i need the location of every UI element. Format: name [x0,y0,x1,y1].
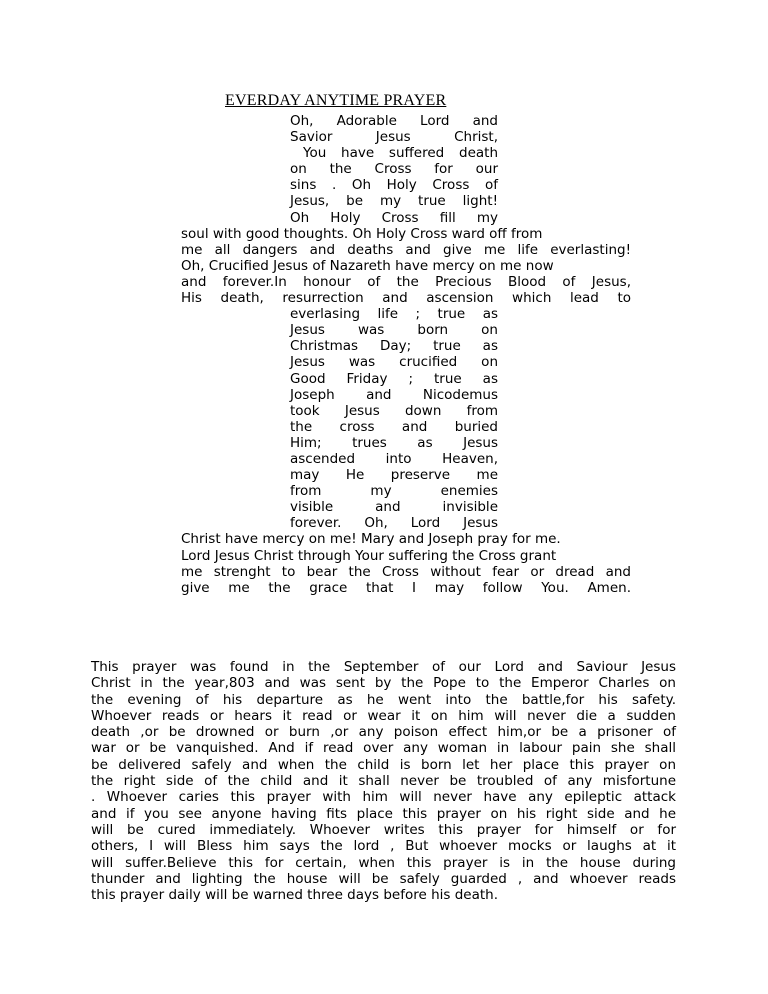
prayer-line-text: Him; trues as Jesus [290,434,498,451]
prayer-line [0,145,498,161]
prayer-line [0,403,498,419]
note-line [91,708,676,724]
prayer-line [0,451,498,467]
note-line-text: the right side of the child and it shall never be troubled of any misfortune [91,773,676,790]
prayer-line-text: forever. Oh, Lord Jesus [290,515,498,532]
note-line [91,675,676,691]
prayer-line-text: Joseph and Nicodemus [290,386,498,403]
prayer-line-text: Christ have mercy on me! Mary and Joseph pray for me. [181,531,561,548]
prayer-line-text: You have suffered death [303,145,498,162]
prayer-line-text: everlasing life ; true as [290,306,498,323]
prayer-line-text: may He preserve me [290,467,498,484]
prayer-line-text: me strenght to bear the Cross without fear or dread and [181,563,631,580]
prayer-line-text: Good Friday ; true as [290,370,498,387]
prayer-line-text: and forever.In honour of the Precious Blood of Jesus, [181,273,631,290]
prayer-line [0,306,498,322]
prayer-line [0,226,768,242]
note-line [91,855,676,871]
note-line-text: Christ in the year,803 and was sent by the Pope to the Emperor Charles on [91,675,676,692]
note-line-text: war or be vanquished. And if read over any woman in labour pain she shall [91,740,676,757]
note-line-text: Whoever reads or hears it read or wear it on him will never die a sudden [91,707,676,724]
prayer-line [0,467,498,483]
note-line [91,692,676,708]
note-line [91,757,676,773]
prayer-line [0,161,498,177]
prayer-body [0,113,768,596]
prayer-line-text: me all dangers and deaths and give me life everlasting! [181,241,631,258]
note-line [91,887,676,903]
note-line [91,838,676,854]
prayer-line [0,177,498,193]
prayer-line [0,322,498,338]
document-title: EVERDAY ANYTIME PRAYER [225,92,447,109]
prayer-line-text: Jesus, be my true light! [290,193,498,210]
prayer-line-text: Jesus was crucified on [290,354,498,371]
prayer-line [0,531,768,547]
note-line [91,871,676,887]
prayer-line-text: Savior Jesus Christ, [290,129,498,146]
prayer-line [0,387,498,403]
prayer-line [0,193,498,209]
prayer-line-text: Oh, Adorable Lord and [290,113,498,129]
prayer-line [0,483,498,499]
prayer-line-text: ascended into Heaven, [290,450,498,467]
note-line-text: . Whoever caries this prayer with him will never have any epileptic attack [91,789,676,806]
prayer-line-text: visible and invisible [290,499,498,516]
prayer-line [0,548,768,564]
prayer-note [91,659,676,903]
note-line-text: this prayer daily will be warned three days before his death. [91,887,498,904]
prayer-line-text: from my enemies [290,483,498,500]
prayer-line-text: the cross and buried [290,418,498,435]
note-line-text: This prayer was found in the September of our Lord and Saviour Jesus [91,659,676,675]
prayer-line [0,515,498,531]
prayer-line [0,113,498,129]
prayer-line [0,242,768,258]
note-line [91,773,676,789]
note-line-text: thunder and lighting the house will be safely guarded , and whoever reads [91,870,676,887]
prayer-line-text: Oh Holy Cross fill my [290,209,498,226]
note-line-text: will be cured immediately. Whoever writes this prayer for himself or for [91,821,676,838]
note-line-text: others, I will Bless him says the lord , But whoever mocks or laughs at it [91,838,676,855]
note-line [91,789,676,805]
prayer-line [0,338,498,354]
prayer-line-text: Jesus was born on [290,322,498,339]
prayer-line-text: sins . Oh Holy Cross of [290,177,498,194]
note-line-text: will suffer.Believe this for certain, when this prayer is in the house during [91,854,676,871]
prayer-line [0,129,498,145]
prayer-line [0,580,768,596]
note-line-text: the evening of his departure as he went into the battle,for his safety. [91,691,676,708]
prayer-line [0,419,498,435]
note-line-text: death ,or be drowned or burn ,or any poison effect him,or be a prisoner of [91,724,676,741]
note-line [91,822,676,838]
prayer-line-text: Lord Jesus Christ through Your suffering the Cross grant [181,547,557,564]
prayer-line-text: Christmas Day; true as [290,338,498,355]
prayer-line [0,564,768,580]
prayer-line-text: Oh, Crucified Jesus of Nazareth have mercy on me now [181,257,554,274]
prayer-line-text: on the Cross for our [290,161,498,178]
prayer-line-text: soul with good thoughts. Oh Holy Cross ward off from [181,225,543,242]
prayer-line [0,371,498,387]
prayer-line [0,210,498,226]
prayer-line-text: give me the grace that I may follow You. Amen. [181,579,631,596]
note-line [91,724,676,740]
prayer-line [0,354,498,370]
note-line [91,806,676,822]
note-line-text: and if you see anyone having fits place this prayer on his right side and he [91,805,676,822]
prayer-line-text: His death, resurrection and ascension which lead to [181,290,631,307]
prayer-line [0,258,768,274]
prayer-line [0,274,768,290]
note-line [91,659,676,675]
prayer-line [0,499,498,515]
prayer-line-text: took Jesus down from [290,402,498,419]
prayer-line [0,290,768,306]
prayer-line [0,435,498,451]
note-line [91,740,676,756]
note-line-text: be delivered safely and when the child is born let her place this prayer on [91,756,676,773]
